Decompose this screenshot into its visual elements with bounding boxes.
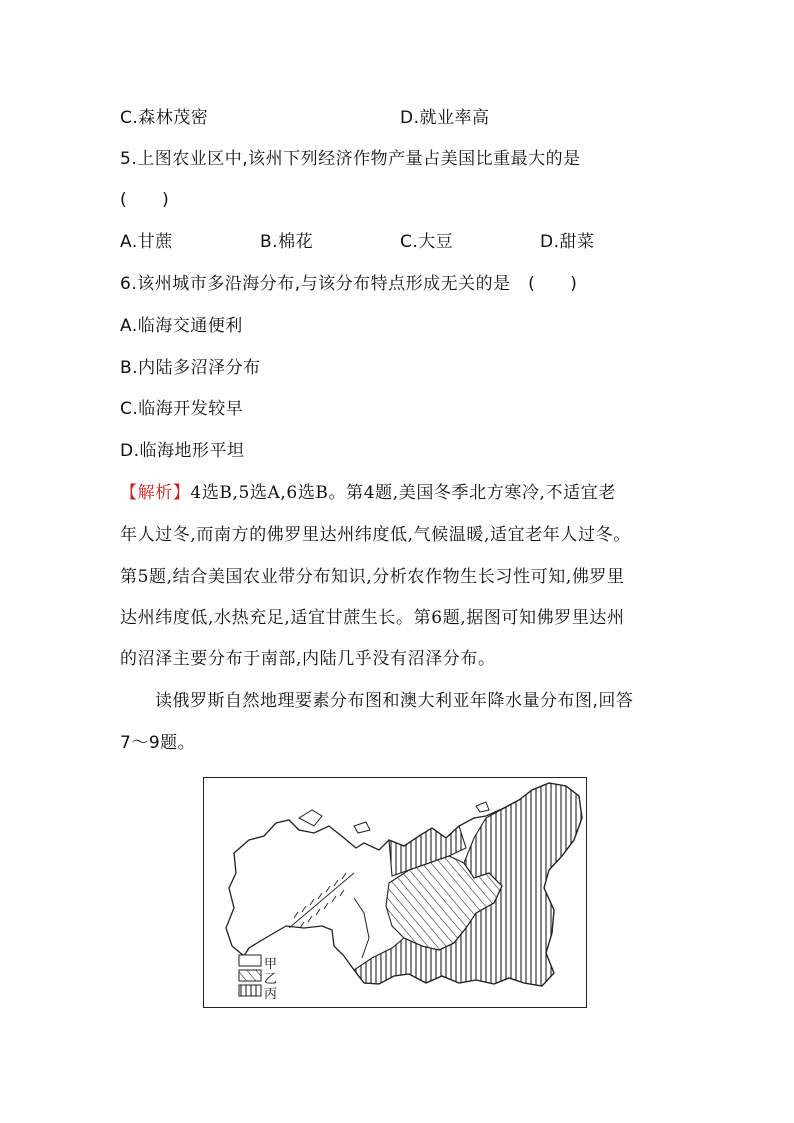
q5-option-a: A.甘蔗 (120, 232, 173, 252)
map-legend (239, 955, 261, 996)
q5-option-d: D.甜菜 (540, 232, 595, 252)
explanation-line-4: 达州纬度低,水热充足,适宜甘蔗生长。第6题,据图可知佛罗里达州 (120, 608, 625, 628)
intro-line-1: 读俄罗斯自然地理要素分布图和澳大利亚年降水量分布图,回答 (155, 691, 634, 711)
intro-line-2: 7～9题。 (120, 733, 196, 753)
russia-map-svg (204, 778, 585, 1006)
q4-option-d: D.就业率高 (400, 108, 490, 128)
map-island-3 (476, 802, 489, 812)
q6-option-d: D.临海地形平坦 (120, 441, 245, 461)
legend-label-bing: 丙 (264, 987, 278, 1002)
q5-answer-paren: ( ) (120, 190, 170, 210)
legend-swatch-jia (239, 955, 261, 966)
q5-option-b: B.棉花 (260, 232, 314, 252)
legend-label-yi: 乙 (264, 972, 278, 987)
q6-stem: 6.该州城市多沿海分布,与该分布特点形成无关的是 ( ) (120, 274, 578, 294)
map-island-1 (299, 810, 322, 826)
q6-option-a: A.临海交通便利 (120, 316, 243, 336)
q6-option-b: B.内陆多沼泽分布 (120, 358, 261, 378)
explanation-line-3: 第5题,结合美国农业带分布知识,分析农作物生长习性可知,佛罗里 (120, 567, 625, 587)
explanation-line-5: 的沼泽主要分布于南部,内陆几乎没有沼泽分布。 (120, 649, 496, 669)
legend-label-jia: 甲 (264, 957, 278, 972)
q4-option-c: C.森林茂密 (120, 108, 209, 128)
legend-swatch-bing (239, 985, 261, 996)
q5-stem: 5.上图农业区中,该州下列经济作物产量占美国比重最大的是 (120, 149, 581, 169)
legend-swatch-yi (239, 970, 261, 981)
explanation-tag: 【解析】 (120, 483, 191, 503)
explanation-line-2: 年人过冬,而南方的佛罗里达州纬度低,气候温暖,适宜老年人过冬。 (120, 525, 631, 545)
q5-option-c: C.大豆 (400, 232, 454, 252)
russia-map-figure (203, 777, 587, 1008)
explanation-line-1 (120, 482, 616, 504)
map-island-2 (354, 822, 370, 833)
explanation-text-1: 4选B,5选A,6选B。第4题,美国冬季北方寒冷,不适宜老 (190, 483, 616, 503)
q6-option-c: C.临海开发较早 (120, 399, 244, 419)
